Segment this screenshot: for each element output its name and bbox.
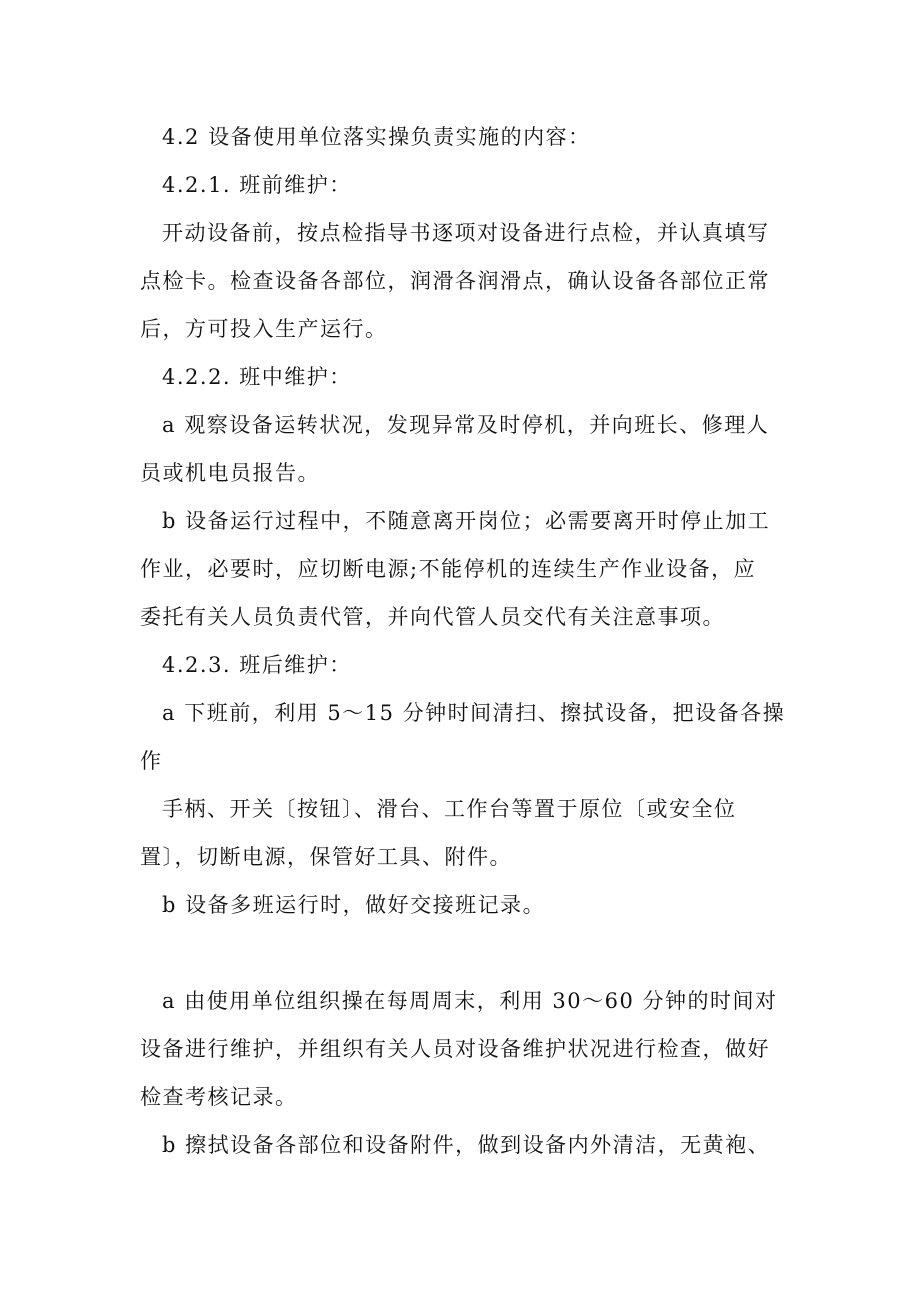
paragraph-line: 设备进行维护，并组织有关人员对设备维护状况进行检查，做好: [140, 1037, 770, 1061]
subsection-heading-4-2-3: 4.2.3. 班后维护：: [162, 653, 352, 677]
paragraph-line: 手柄、开关〔按钮〕、滑台、工作台等置于原位〔或安全位: [162, 797, 737, 821]
paragraph-line: a 由使用单位组织操在每周周末，利用 30～60 分钟的时间对: [162, 989, 778, 1013]
section-heading-4-2: 4.2 设备使用单位落实操负责实施的内容：: [162, 125, 591, 149]
paragraph-line: 委托有关人员负责代管，并向代管人员交代有关注意事项。: [140, 605, 725, 629]
paragraph-line: a 观察设备运转状况，发现异常及时停机，并向班长、修理人: [162, 413, 770, 437]
subsection-heading-4-2-1: 4.2.1. 班前维护：: [162, 173, 352, 197]
subsection-heading-4-2-2: 4.2.2. 班中维护：: [162, 365, 352, 389]
paragraph-line: 开动设备前，按点检指导书逐项对设备进行点检，并认真填写: [162, 221, 770, 245]
paragraph-line: b 设备多班运行时，做好交接班记录。: [162, 893, 546, 917]
paragraph-line: b 擦拭设备各部位和设备附件，做到设备内外清洁，无黄袍、: [162, 1133, 771, 1157]
paragraph-line: 作业，必要时，应切断电源;不能停机的连续生产作业设备，应: [140, 557, 757, 581]
paragraph-line: 点检卡。检查设备各部位，润滑各润滑点，确认设备各部位正常: [140, 269, 770, 293]
paragraph-line: b 设备运行过程中，不随意离开岗位；必需要离开时停止加工: [162, 509, 771, 533]
paragraph-line: 员或机电员报告。: [140, 461, 320, 485]
paragraph-line: 检查考核记录。: [140, 1085, 298, 1109]
paragraph-line: 后，方可投入生产运行。: [140, 317, 388, 341]
paragraph-line: 置〕，切断电源，保管好工具、附件。: [140, 845, 512, 869]
paragraph-line: 作: [140, 749, 163, 773]
paragraph-line: a 下班前，利用 5～15 分钟时间清扫、擦拭设备，把设备各操: [162, 701, 786, 725]
